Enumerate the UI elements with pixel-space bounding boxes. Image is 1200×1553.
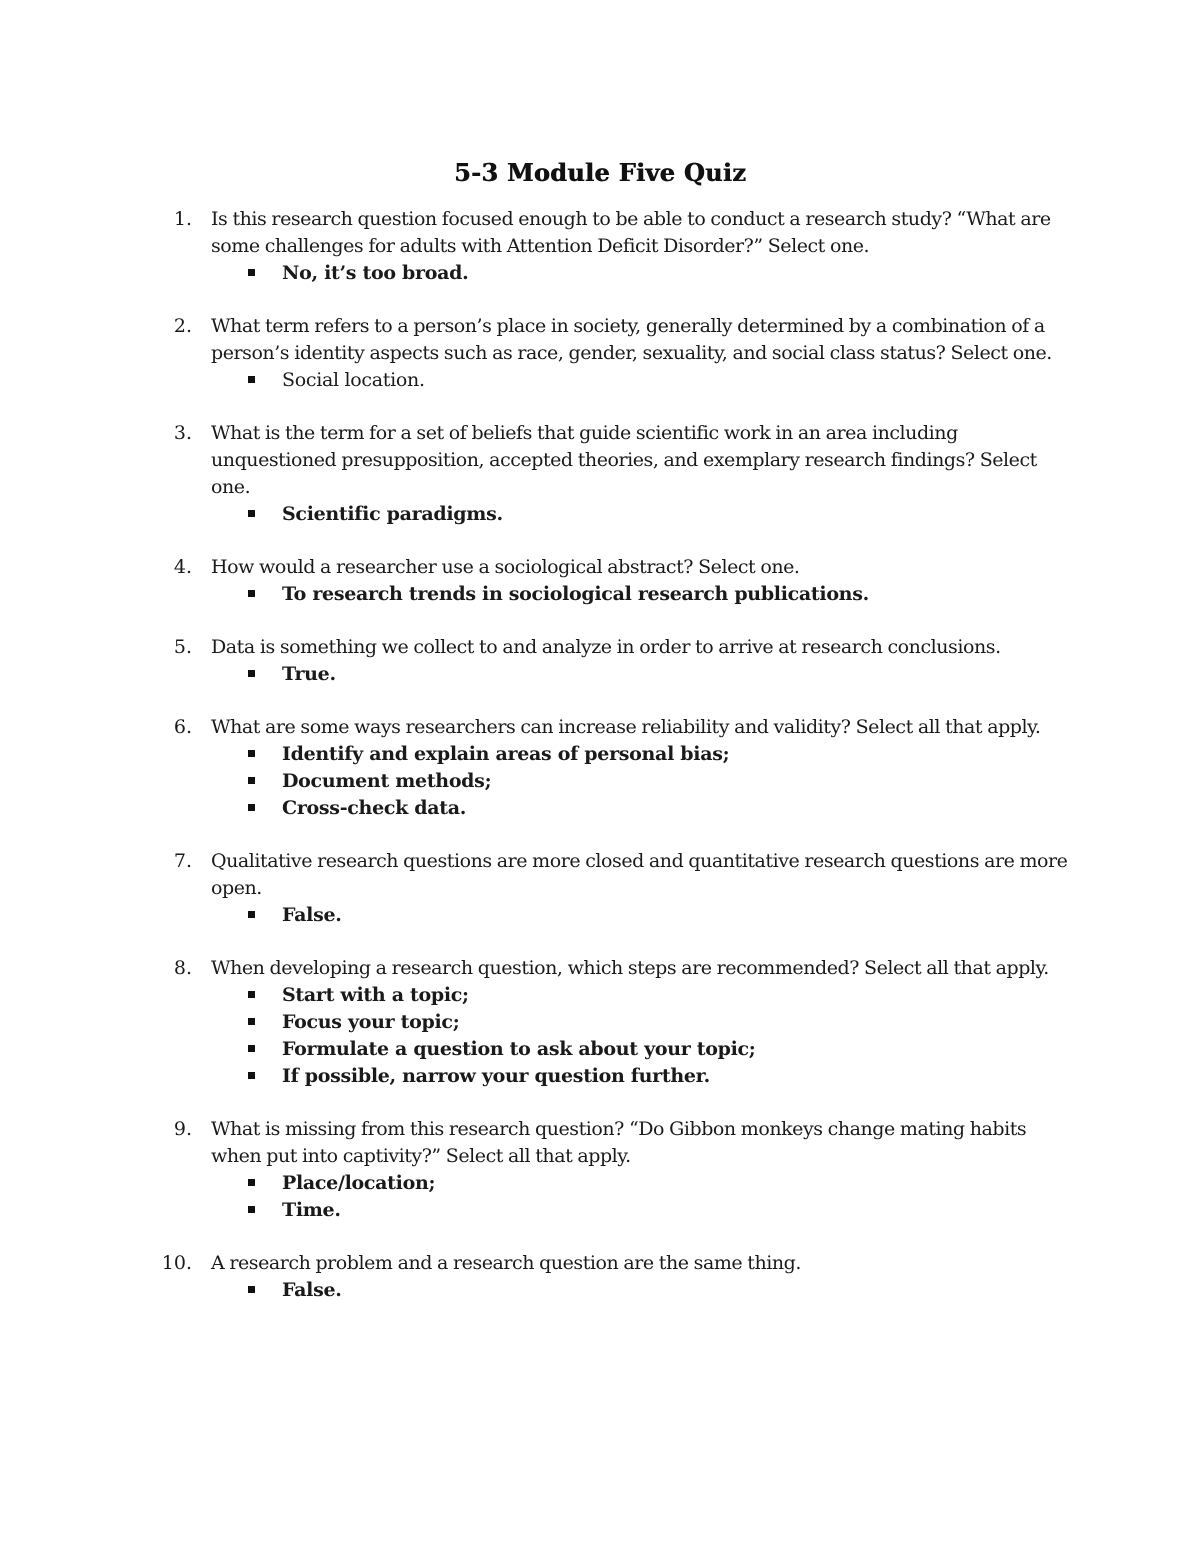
question-number: 10. <box>161 1252 192 1274</box>
square-bullet-icon <box>248 1179 255 1186</box>
answer-item <box>282 902 1200 929</box>
answer-list <box>0 260 1200 287</box>
question-text: What term refers to a person’s place in society, generally determined by a combination of a person’s identity aspects such as race, gender, sexuality, and social class status? Select one. <box>211 315 1052 364</box>
question-number: 2. <box>173 315 192 337</box>
answer-item <box>282 367 1200 394</box>
answer-list <box>0 741 1200 822</box>
question-number: 5. <box>173 636 192 658</box>
answer-text: False. <box>282 904 342 926</box>
question-number: 6. <box>173 716 192 738</box>
square-bullet-icon <box>248 911 255 918</box>
answer-item <box>282 1197 1200 1224</box>
square-bullet-icon <box>248 1045 255 1052</box>
square-bullet-icon <box>248 991 255 998</box>
question-item <box>0 848 1200 929</box>
answer-list <box>0 367 1200 394</box>
answer-item <box>282 1170 1200 1197</box>
answer-item <box>282 1277 1200 1304</box>
square-bullet-icon <box>248 376 255 383</box>
question-number: 7. <box>173 850 192 872</box>
question-item <box>0 554 1200 608</box>
answer-text: Scientific paradigms. <box>282 503 503 525</box>
answer-text: Identify and explain areas of personal bias; <box>282 743 730 765</box>
question-text: When developing a research question, which steps are recommended? Select all that apply. <box>211 957 1049 979</box>
answer-text: Document methods; <box>282 770 492 792</box>
question-text: Qualitative research questions are more closed and quantitative research questions are more open. <box>211 850 1068 899</box>
question-text: What is missing from this research question? “Do Gibbon monkeys change mating habits when put into captivity?” Select all that apply. <box>211 1118 1027 1167</box>
answer-list <box>0 501 1200 528</box>
question-text: Is this research question focused enough to be able to conduct a research study? “What are some challenges for adults with Attention Deficit Disorder?” Select one. <box>211 208 1051 257</box>
answer-item <box>282 501 1200 528</box>
square-bullet-icon <box>248 1072 255 1079</box>
answer-list <box>0 1277 1200 1304</box>
square-bullet-icon <box>248 590 255 597</box>
answer-list <box>0 982 1200 1090</box>
answer-list <box>0 581 1200 608</box>
question-number: 1. <box>173 208 192 230</box>
answer-item <box>282 581 1200 608</box>
question-item <box>0 420 1200 528</box>
square-bullet-icon <box>248 510 255 517</box>
square-bullet-icon <box>248 777 255 784</box>
question-item <box>0 1116 1200 1224</box>
answer-list <box>0 902 1200 929</box>
question-item <box>0 955 1200 1090</box>
answer-text: Focus your topic; <box>282 1011 460 1033</box>
square-bullet-icon <box>248 1206 255 1213</box>
answer-text: If possible, narrow your question further. <box>282 1065 710 1087</box>
answer-item <box>282 982 1200 1009</box>
question-item <box>0 634 1200 688</box>
answer-text: Social location. <box>282 369 425 391</box>
answer-item <box>282 795 1200 822</box>
question-number: 3. <box>173 422 192 444</box>
question-number: 4. <box>173 556 192 578</box>
page-title: 5-3 Module Five Quiz <box>453 158 747 188</box>
answer-text: Cross-check data. <box>282 797 467 819</box>
square-bullet-icon <box>248 804 255 811</box>
answer-item <box>282 741 1200 768</box>
answer-item <box>282 260 1200 287</box>
answer-item <box>282 661 1200 688</box>
question-text: What are some ways researchers can increase reliability and validity? Select all that apply. <box>211 716 1041 738</box>
answer-text: Start with a topic; <box>282 984 469 1006</box>
square-bullet-icon <box>248 750 255 757</box>
answer-text: Time. <box>282 1199 341 1221</box>
answer-item <box>282 1063 1200 1090</box>
square-bullet-icon <box>248 670 255 677</box>
question-item <box>0 313 1200 394</box>
question-item <box>0 1250 1200 1304</box>
question-number: 9. <box>173 1118 192 1140</box>
square-bullet-icon <box>248 1286 255 1293</box>
answer-item <box>282 1036 1200 1063</box>
answer-text: To research trends in sociological research publications. <box>282 583 869 605</box>
question-text: What is the term for a set of beliefs that guide scientific work in an area including unquestioned presupposition, accepted theories, and exemplary research findings? Select one. <box>211 422 1037 498</box>
question-text: A research problem and a research question are the same thing. <box>211 1252 801 1274</box>
answer-text: Place/location; <box>282 1172 436 1194</box>
question-item <box>0 714 1200 822</box>
answer-list <box>0 661 1200 688</box>
question-number: 8. <box>173 957 192 979</box>
question-text: How would a researcher use a sociological abstract? Select one. <box>211 556 800 578</box>
answer-text: True. <box>282 663 336 685</box>
answer-text: No, it’s too broad. <box>282 262 469 284</box>
square-bullet-icon <box>248 269 255 276</box>
answer-text: Formulate a question to ask about your topic; <box>282 1038 756 1060</box>
square-bullet-icon <box>248 1018 255 1025</box>
answer-item <box>282 1009 1200 1036</box>
answer-list <box>0 1170 1200 1224</box>
answer-text: False. <box>282 1279 342 1301</box>
answer-item <box>282 768 1200 795</box>
question-list <box>0 206 1200 1330</box>
question-item <box>0 206 1200 287</box>
question-text: Data is something we collect to and analyze in order to arrive at research conclusions. <box>211 636 1001 658</box>
